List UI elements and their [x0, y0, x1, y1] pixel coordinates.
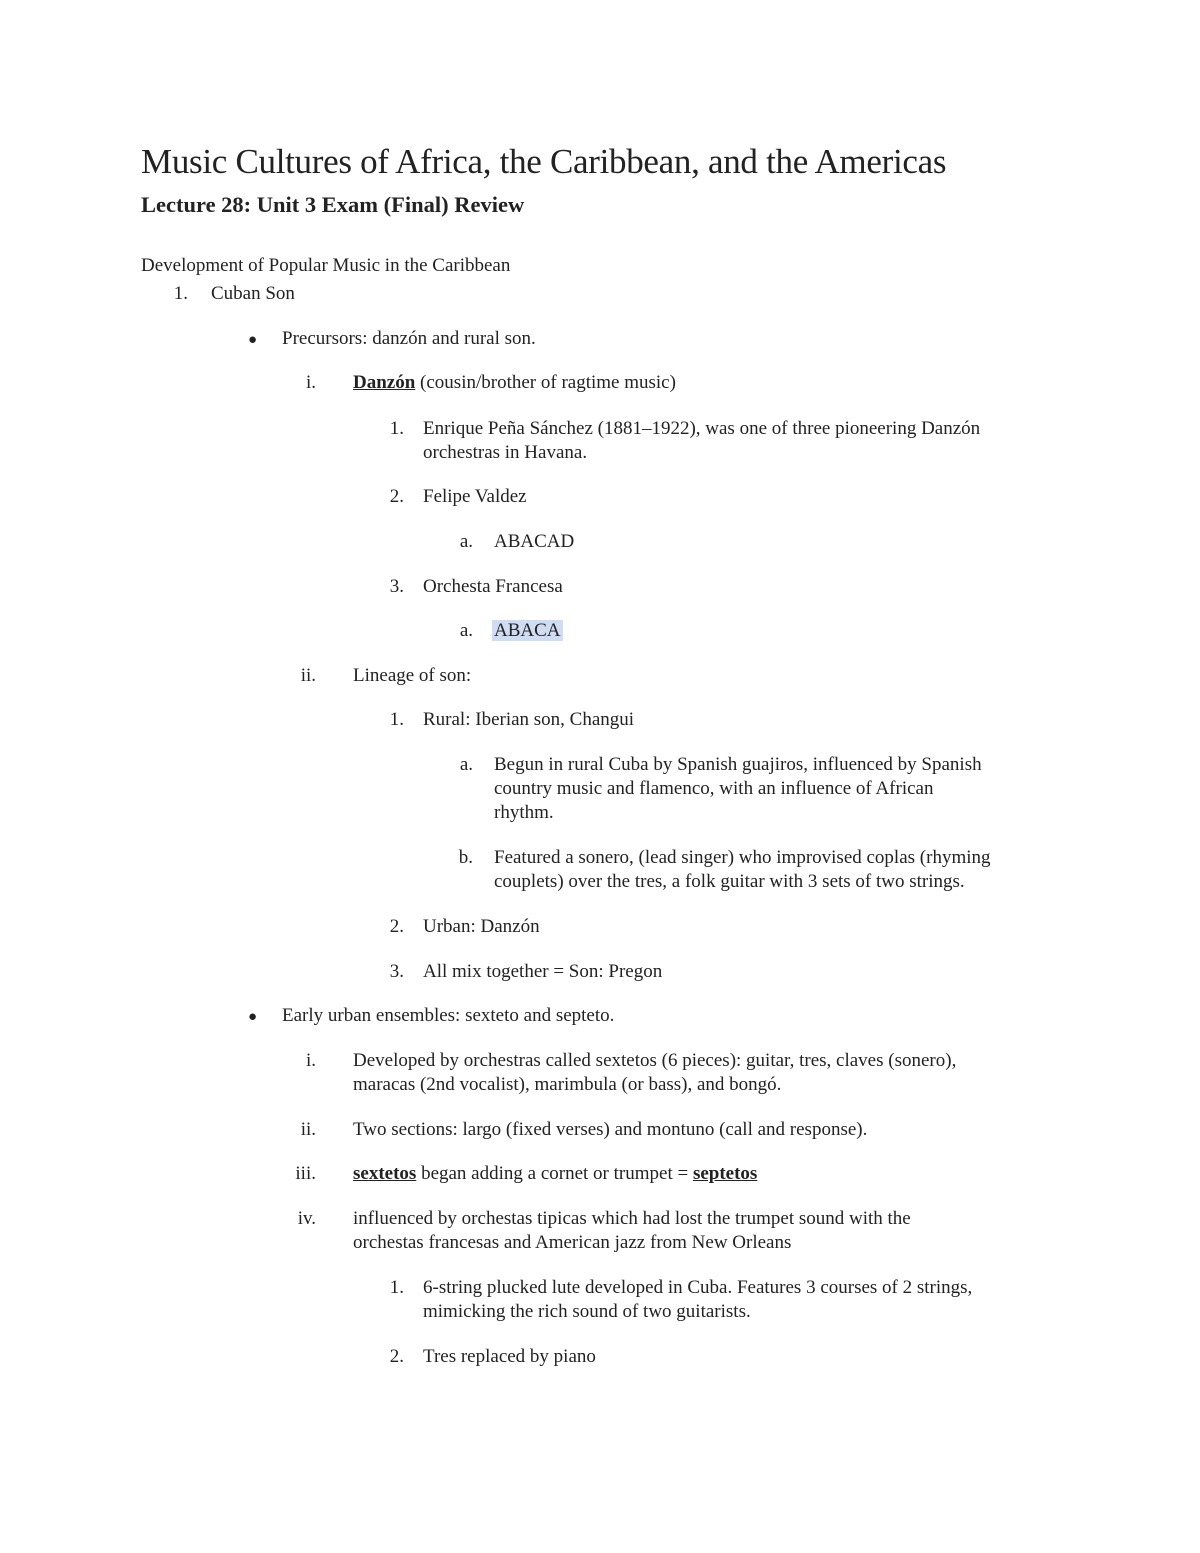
list-item-line: orchestas francesas and American jazz from New Orleans — [353, 1232, 792, 1253]
list-item: All mix together = Son: Pregon — [423, 961, 663, 982]
list-marker: 3. — [389, 961, 404, 982]
list-marker: ii. — [300, 1119, 316, 1140]
list-item-line: Featured a sonero, (lead singer) who improvised coplas (rhyming — [494, 847, 991, 868]
bullet-marker: ● — [248, 1009, 258, 1025]
sextetos-term: sextetos — [353, 1163, 417, 1184]
list-item: ABACAD — [494, 531, 575, 552]
list-item-line: rhythm. — [494, 802, 554, 823]
list-marker: a. — [459, 531, 473, 552]
list-item: Urban: Danzón — [423, 916, 540, 937]
document-subtitle: Lecture 28: Unit 3 Exam (Final) Review — [141, 192, 525, 217]
list-marker: i. — [305, 372, 316, 393]
danzon-term: Danzón — [353, 372, 416, 393]
list-item-line: Enrique Peña Sánchez (1881–1922), was one of three pioneering Danzón — [423, 418, 981, 439]
list-item: Cuban Son — [211, 283, 295, 304]
list-marker: ii. — [300, 665, 316, 686]
list-item: Precursors: danzón and rural son. — [282, 328, 536, 349]
list-marker: 2. — [389, 916, 404, 937]
list-item-line: couplets) over the tres, a folk guitar with 3 sets of two strings. — [494, 871, 965, 892]
list-marker: iv. — [297, 1208, 316, 1229]
list-item: Early urban ensembles: sexteto and septeto. — [282, 1005, 615, 1026]
list-item-line: orchestras in Havana. — [423, 442, 588, 463]
list-item-line: 6-string plucked lute developed in Cuba. Features 3 courses of 2 strings, — [423, 1277, 973, 1298]
bullet-marker: ● — [248, 332, 258, 348]
list-item: Rural: Iberian son, Changui — [423, 709, 635, 730]
list-item: Orchesta Francesa — [423, 576, 563, 597]
list-item: Tres replaced by piano — [423, 1346, 596, 1367]
list-item — [353, 1162, 757, 1186]
list-item: Lineage of son: — [353, 665, 472, 686]
list-item-line: mimicking the rich sound of two guitarists. — [423, 1301, 751, 1322]
list-marker: 1. — [389, 1277, 404, 1298]
list-marker: 1. — [389, 709, 404, 730]
list-item-line: Begun in rural Cuba by Spanish guajiros, influenced by Spanish — [494, 754, 982, 775]
sextetos-description: began adding a cornet or trumpet = — [416, 1163, 693, 1184]
highlighted-text: ABACA — [494, 620, 561, 641]
list-marker: iii. — [295, 1163, 316, 1184]
septetos-term: septetos — [692, 1163, 758, 1184]
list-marker: 1. — [173, 283, 188, 304]
list-item-line: country music and flamenco, with an influence of African — [494, 778, 934, 799]
list-item-line: Developed by orchestras called sextetos (6 pieces): guitar, tres, claves (sonero), — [353, 1050, 957, 1071]
list-marker: a. — [459, 754, 473, 775]
danzon-description: (cousin/brother of ragtime music) — [415, 372, 676, 393]
list-item — [494, 619, 563, 643]
list-marker: 2. — [389, 1346, 404, 1367]
list-item: Felipe Valdez — [423, 486, 527, 507]
list-marker: 3. — [389, 576, 404, 597]
section-heading: Development of Popular Music in the Caribbean — [141, 255, 511, 276]
document-title: Music Cultures of Africa, the Caribbean, and the Americas — [141, 142, 947, 181]
list-item-line: maracas (2nd vocalist), marimbula (or bass), and bongó. — [353, 1074, 782, 1095]
list-item — [353, 371, 676, 395]
list-marker: a. — [459, 620, 473, 641]
list-marker: i. — [305, 1050, 316, 1071]
list-marker: 1. — [389, 418, 404, 439]
list-marker: 2. — [389, 486, 404, 507]
list-item-line: influenced by orchestas tipicas which had lost the trumpet sound with the — [353, 1208, 911, 1229]
list-item: Two sections: largo (fixed verses) and montuno (call and response). — [353, 1119, 868, 1140]
list-marker: b. — [458, 847, 473, 868]
